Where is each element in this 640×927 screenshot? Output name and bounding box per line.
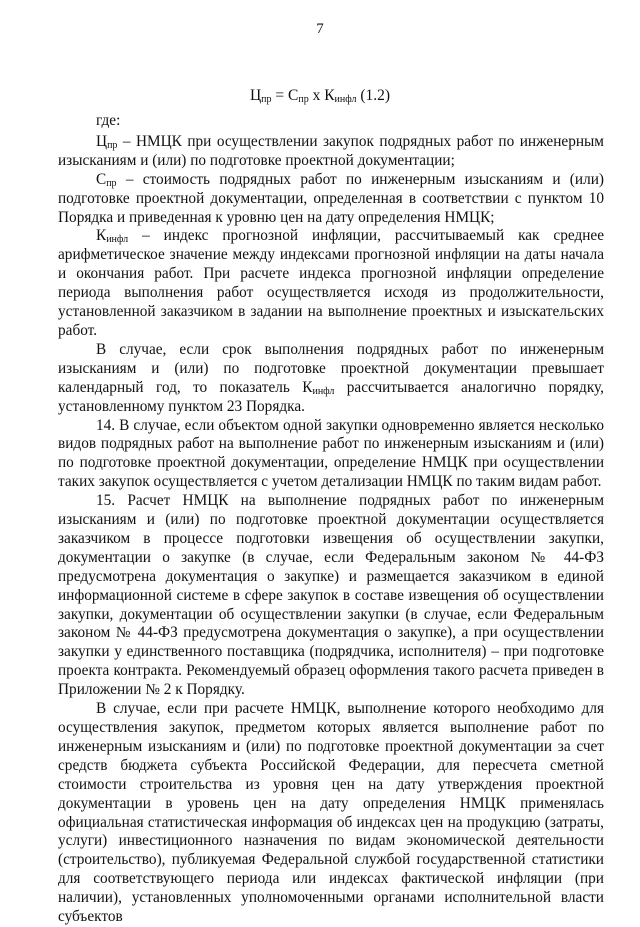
paragraph-14: 14. В случае, если объектом одной закупки одновременно является несколько видов подрядных работ на выполнение работ по инженерным изысканиям и (или) по подготовке проектной документации, определение НМЦК при осуществлении таких закупок осуществляется с учетом детализации НМЦК по таким видам работ. — [58, 416, 604, 491]
formula-number: (1.2) — [356, 87, 391, 104]
definition-symbol: К — [96, 227, 107, 245]
definition-k-infl — [58, 227, 604, 340]
formula-k-subscript: инфл — [334, 94, 357, 105]
paragraph-calendar-year-case — [58, 341, 604, 417]
formula-lhs-subscript: пр — [261, 94, 272, 105]
definition-c-pr — [58, 133, 604, 171]
formula-lhs: Ц — [249, 87, 262, 104]
page-number: 7 — [316, 21, 324, 37]
paragraph-budget-case: В случае, если при расчете НМЦК, выполнение которого необходимо для осуществления закупок, предметом которых является выполнение работ по инженерным изысканиям и (или) по подготовке проектной документации за счет средств бюджета субъекта Российской Федерации, для пересчета сметной стоимости строительства из уровня цен на дату утверждения проектной документации в уровень цен на дату определения НМЦК применялась официальная статистическая информация об индексах цен на продукцию (затраты, услуги) инвестиционного назначения по видам экономической деятельности (строительство), публикуемая Федеральной службой государственной статистики для соответствующего периода или индексах фактической инфляции (при наличии), установленных уполномоченными органами исполнительной власти субъектов — [58, 700, 604, 926]
definition-text: – стоимость подрядных работ по инженерным изысканиям и (или) подготовке проектной документации, определенная в соответствии с пунктом 10 Порядка и приведенная к уровню цен на дату определения НМЦК; — [58, 170, 604, 226]
paragraph-text-after: рассчитывается аналогично порядку, установленному пунктом 23 Порядка. — [58, 378, 604, 415]
paragraph-15: 15. Расчет НМЦК на выполнение подрядных работ по инженерным изысканиям и (или) по подготовке проектной документации осуществляется заказчиком в процессе подготовки извещения об осуществлении закупки, документации о закупке (в случае, если Федеральным законом № 44-ФЗ предусмотрена документация о закупке) и размещается заказчиком в единой информационной системе в сфере закупок в составе извещения об осуществлении закупки, документации об осуществлении закупки (в случае, если Федеральным законом № 44-ФЗ предусмотрена документация о закупке), а при осуществлении закупки у единственного поставщика (подрядчика, исполнителя) – при подготовке проекта контракта. Рекомендуемый образец оформления такого расчета приведен в Приложении № 2 к Порядку. — [58, 492, 604, 699]
definition-subscript: пр — [106, 177, 117, 189]
document-body — [58, 112, 604, 927]
paragraph-text-before: В случае, если срок выполнения подрядных работ по инженерным изысканиям и (или) по подготовке проектной документации превышает календарный год, то показатель К — [58, 340, 604, 396]
formula-c-subscript: пр — [298, 94, 309, 105]
paragraph-subscript: инфл — [312, 385, 335, 397]
definition-text: – индекс прогнозной инфляции, рассчитываемый как среднее арифметическое значение между индексами прогнозной инфляции на даты начала и окончания работ. При расчете индекса прогнозной инфляции определение периода выполнения работ осуществляется исходя из продолжительности, установленной заказчиком в задании на выполнение проектных и изыскательских работ. — [58, 227, 604, 339]
formula-1-2 — [0, 86, 640, 106]
definition-subscript: инфл — [106, 234, 129, 246]
definition-subscript: пр — [107, 139, 118, 151]
where-label: где: — [96, 112, 121, 129]
definition-s-pr — [58, 171, 604, 228]
definition-symbol: Ц — [96, 132, 108, 150]
formula-equals-c: = С — [271, 87, 299, 104]
definition-symbol: С — [96, 170, 107, 188]
formula-times-k: x К — [308, 87, 335, 104]
definition-text: – НМЦК при осуществлении закупок подрядных работ по инженерным изысканиям и (или) по подготовке проектной документации; — [58, 132, 604, 169]
